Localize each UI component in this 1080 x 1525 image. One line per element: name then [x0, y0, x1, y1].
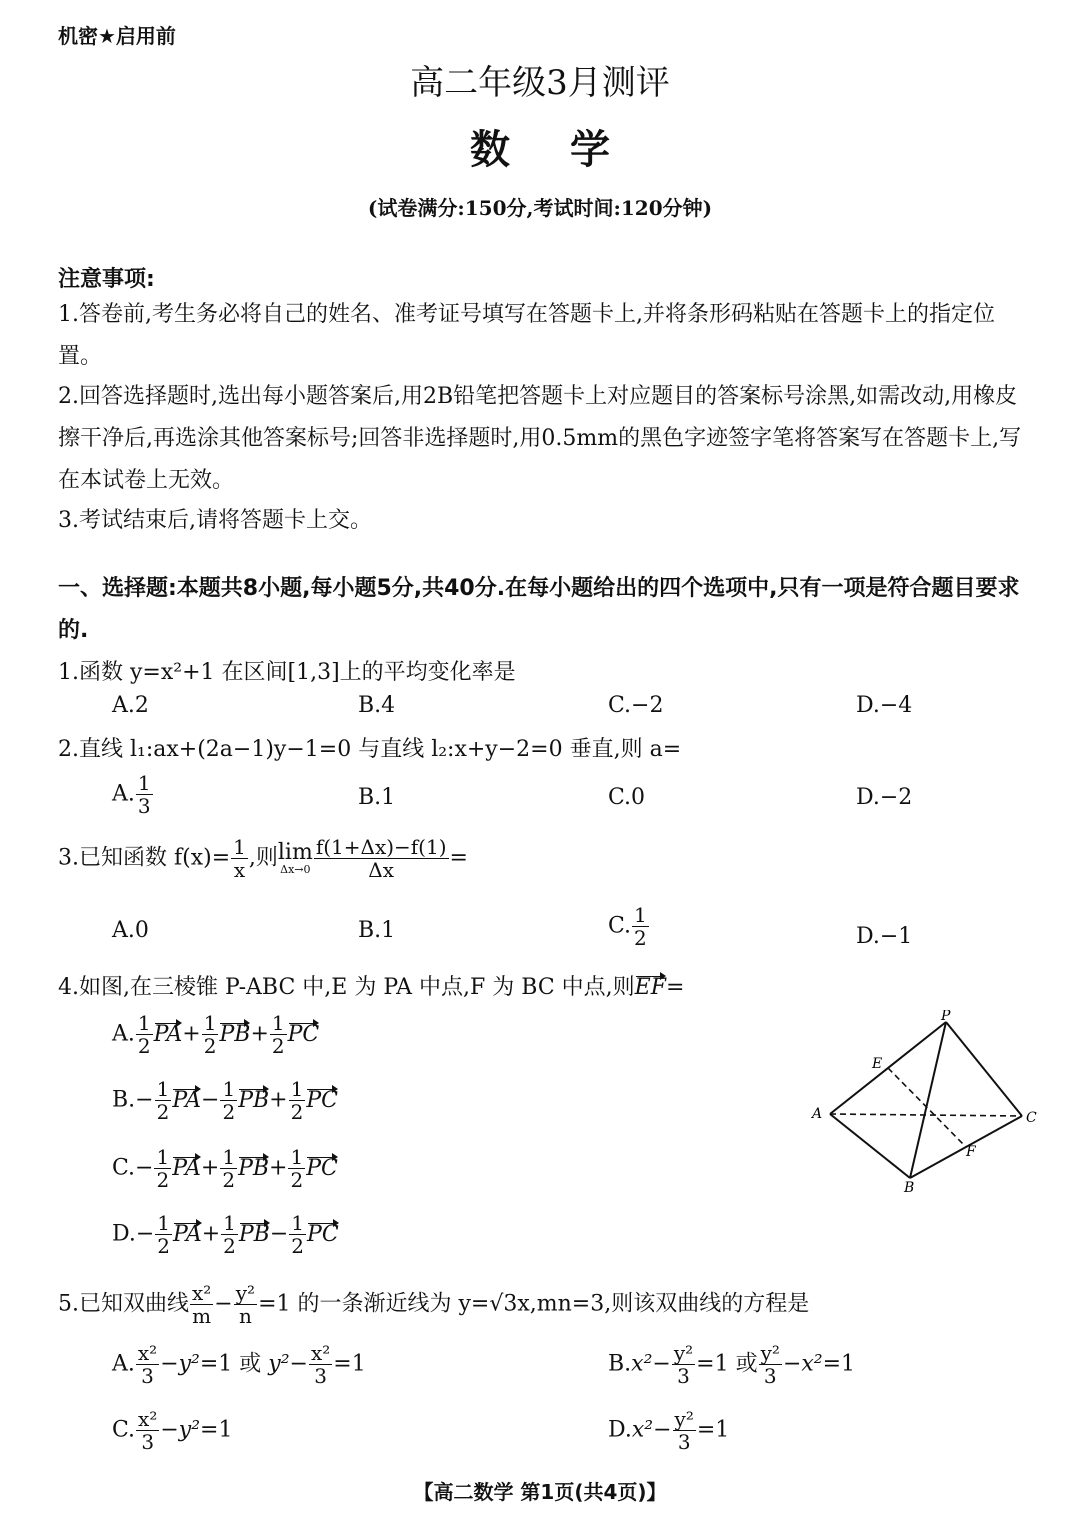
- q5-option-c: C. $\frac{\text{x²}}{3}$ −y²=1: [112, 1407, 233, 1454]
- q3-c-label: C.: [608, 913, 632, 939]
- q5-fx-num: x²: [192, 1281, 212, 1305]
- q5-c-y2: y²: [178, 1417, 201, 1443]
- q5-b-f1-den: 3: [677, 1364, 690, 1388]
- q1-option-d: D.−4: [856, 693, 913, 718]
- q5-a-y2: y²: [178, 1351, 200, 1377]
- question-2-stem: 2.直线 l₁:ax+(2a−1)y−1=0 与直线 l₂:x+y−2=0 垂直,则 a=: [58, 737, 682, 762]
- q5-a-f1-den: 3: [141, 1364, 154, 1388]
- q4-a-vec-pc: PC: [287, 1021, 320, 1047]
- label-e: E: [872, 1056, 883, 1072]
- q4-c-frac-2-num: 1: [222, 1145, 236, 1169]
- segment-ef-hidden: [888, 1068, 966, 1147]
- q3-c-fraction: [632, 904, 649, 949]
- score-info: (试卷满分:150分,考试时间:120分钟): [367, 196, 713, 220]
- q3-limit: [278, 842, 313, 875]
- q5-stem-mid: =1 的一条渐近线为 y=√3x,mn=3,则该双曲线的方程是: [258, 1291, 810, 1317]
- q4-d-frac-1-den: 2: [157, 1234, 171, 1258]
- q4-d-frac-1: [155, 1212, 172, 1257]
- q4-d-vec-pb: PB: [238, 1221, 270, 1247]
- q4-option-b: B.− $\frac{1}{2}$ PA− $\frac{1}{2}$ PB+ $\frac{1}{2}$ PC: [112, 1077, 338, 1124]
- q1-option-a: A.2: [112, 693, 149, 718]
- question-3-stem: [58, 836, 468, 881]
- page-footer: 【高二数学 第1页(共4页)】: [413, 1480, 667, 1504]
- q3-lim-sub: Δx→0: [280, 863, 311, 876]
- q5-a-y2-b: y²: [268, 1351, 290, 1377]
- q2-option-d: D.−2: [856, 785, 913, 810]
- q5-b-frac-2: [759, 1342, 782, 1387]
- q3-stem-mid: ,则: [248, 845, 278, 871]
- q5-b-label: B.: [608, 1351, 632, 1377]
- q5-d-frac: [673, 1408, 696, 1453]
- q3-l-num: f(1+Δx)−f(1): [315, 835, 447, 859]
- label-c: C: [1026, 1110, 1037, 1126]
- label-f: F: [966, 1144, 976, 1160]
- notes-heading: 注意事项:: [58, 267, 155, 292]
- q4-b-frac-3-num: 1: [290, 1077, 304, 1101]
- q5-fx-den: m: [192, 1304, 212, 1328]
- edge-pc: [946, 1022, 1022, 1116]
- q4-b-frac-2-den: 2: [222, 1100, 236, 1124]
- q5-c-label: C.: [112, 1417, 136, 1443]
- q4-c-vec-pb: PB: [238, 1155, 270, 1181]
- subject-title: 数学: [470, 127, 670, 173]
- q3-option-b: B.1: [358, 918, 396, 943]
- q4-option-c: C.− $\frac{1}{2}$ PA+ $\frac{1}{2}$ PB+ $\frac{1}{2}$ PC: [112, 1145, 338, 1192]
- note-item-1: 1.答卷前,考生务必将自己的姓名、准考证号填写在答题卡上,并将条形码粘贴在答题卡上的指定位置。: [58, 302, 995, 369]
- q3-option-c: [608, 904, 650, 949]
- q5-d-x2: x²: [631, 1417, 654, 1443]
- q4-c-frac-3-den: 2: [290, 1168, 304, 1192]
- q5-fy-num: y²: [235, 1281, 256, 1305]
- label-b: B: [904, 1180, 915, 1195]
- q4-d-label: D.: [112, 1221, 136, 1247]
- q4-b-vec-pa: PA: [172, 1087, 202, 1113]
- q4-d-frac-2-num: 1: [223, 1211, 236, 1235]
- q5-minus: −: [214, 1291, 233, 1317]
- question-1-stem: 1.函数 y=x²+1 在区间[1,3]上的平均变化率是: [58, 660, 516, 685]
- q3-stem-pre: 3.已知函数 f(x)=: [58, 845, 231, 871]
- q5-option-a: A. $\frac{\text{x²}}{3}$ −y²=1 或 y²− $\frac{\text{x²}}{3}$ =1: [112, 1341, 366, 1388]
- q5-a-f2-den: 3: [314, 1364, 327, 1388]
- q5-a-frac-2: [309, 1342, 332, 1387]
- q5-a-label: A.: [112, 1351, 135, 1377]
- q3-f-den: x: [233, 858, 246, 882]
- q5-frac-x-m: [190, 1282, 213, 1327]
- q4-b-frac-1: [155, 1078, 172, 1123]
- q4-d-frac-3: [289, 1212, 306, 1257]
- q4-c-vec-pa: PA: [172, 1155, 201, 1181]
- q3-option-d: D.−1: [856, 924, 913, 949]
- q4-d-frac-2: [221, 1212, 238, 1257]
- label-p: P: [941, 1010, 951, 1024]
- q4-a-frac-2-den: 2: [203, 1034, 217, 1058]
- q3-f-num: 1: [233, 835, 246, 859]
- q4-vector-ef: EF: [634, 975, 666, 1000]
- q4-c-frac-1-den: 2: [156, 1168, 170, 1192]
- q4-d-frac-1-num: 1: [157, 1211, 171, 1235]
- q3-c-den: 2: [634, 926, 647, 950]
- q5-a-f1-num: x²: [137, 1341, 158, 1365]
- q4-a-frac-2-num: 1: [203, 1011, 217, 1035]
- q4-option-a: A. $\frac{1}{2}$ PA+ $\frac{1}{2}$ PB+ $\frac{1}{2}$ PC: [112, 1011, 320, 1058]
- q5-b-x2-b: x²: [801, 1351, 823, 1377]
- q4-c-frac-2: [220, 1146, 237, 1191]
- q2-option-b: B.1: [358, 785, 396, 810]
- q5-a-f2-num: x²: [310, 1341, 331, 1365]
- q5-d-f-num: y²: [674, 1407, 694, 1431]
- q4-a-vec-pa: PA: [153, 1021, 183, 1047]
- q4-b-frac-1-den: 2: [156, 1100, 170, 1124]
- q5-option-d: D.x²− $\frac{\text{y²}}{3}$ =1: [608, 1407, 730, 1454]
- q4-d-frac-3-den: 2: [291, 1234, 305, 1258]
- q5-b-f1-num: y²: [673, 1341, 694, 1365]
- q4-a-frac-1-den: 2: [137, 1034, 151, 1058]
- note-item-2: 2.回答选择题时,选出每小题答案后,用2B铅笔把答题卡上对应题目的答案标号涂黑,如需改动,用橡皮擦干净后,再选涂其他答案标号;回答非选择题时,用0.5mm的黑色字迹签字笔将答案写在答题卡上,写在本试卷上无效。: [58, 384, 1022, 493]
- q3-c-num: 1: [634, 903, 647, 927]
- q2-a-label: A.: [112, 781, 135, 807]
- q4-option-d: D.− $\frac{1}{2}$ PA+ $\frac{1}{2}$ PB− $\frac{1}{2}$ PC: [112, 1211, 339, 1258]
- q4-c-vec-pc: PC: [306, 1155, 338, 1181]
- q5-option-b: B.x²− $\frac{\text{y²}}{3}$ =1 或 $\frac{\text{y²}}{3}$ −x²=1: [608, 1341, 856, 1388]
- q4-a-frac-1: [136, 1012, 153, 1057]
- q3-lim: lim: [277, 840, 313, 865]
- q4-c-frac-1: [154, 1146, 171, 1191]
- q5-b-frac-1: [672, 1342, 695, 1387]
- q5-frac-y-n: [234, 1282, 257, 1327]
- q4-a-frac-3-num: 1: [271, 1011, 285, 1035]
- q5-b-f2-num: y²: [760, 1341, 780, 1365]
- q4-stem-text: 4.如图,在三棱锥 P-ABC 中,E 为 PA 中点,F 为 BC 中点,则: [58, 975, 635, 1000]
- edge-ac-hidden: [830, 1114, 1022, 1116]
- q4-b-vec-pc: PC: [306, 1087, 338, 1113]
- q3-function-fraction: [231, 836, 248, 881]
- q4-a-frac-1-num: 1: [137, 1011, 151, 1035]
- tetrahedron-figure: [800, 1010, 1050, 1195]
- section-heading: 一、选择题:本题共8小题,每小题5分,共40分.在每小题给出的四个选项中,只有一项是符合题目要求的.: [58, 576, 1020, 643]
- q5-b-x2: x²: [631, 1351, 653, 1377]
- q4-b-frac-3-den: 2: [290, 1100, 304, 1124]
- edge-ab: [830, 1114, 910, 1178]
- q2-a-num: 1: [137, 771, 151, 795]
- question-5-stem: [58, 1282, 809, 1327]
- q5-b-f2-den: 3: [763, 1364, 777, 1388]
- q5-stem-pre: 5.已知双曲线: [58, 1291, 189, 1317]
- q5-c-f-den: 3: [141, 1430, 155, 1454]
- q4-b-frac-2-num: 1: [222, 1077, 236, 1101]
- q1-option-c: C.−2: [608, 693, 664, 718]
- q2-a-den: 3: [137, 794, 151, 818]
- q4-c-frac-2-den: 2: [222, 1168, 236, 1192]
- q5-d-f-den: 3: [677, 1430, 691, 1454]
- q4-a-frac-2: [202, 1012, 219, 1057]
- q4-d-vec-pc: PC: [307, 1221, 339, 1247]
- q5-c-frac: [136, 1408, 159, 1453]
- q4-stem-end: =: [665, 975, 685, 1000]
- q4-d-frac-3-num: 1: [291, 1211, 305, 1235]
- q3-limit-fraction: [314, 836, 449, 881]
- q4-c-label: C.: [112, 1155, 136, 1181]
- q4-b-label: B.: [112, 1087, 136, 1113]
- q4-c-frac-1-num: 1: [156, 1145, 170, 1169]
- q4-d-frac-2-den: 2: [223, 1234, 236, 1258]
- question-4-stem: [58, 970, 684, 1001]
- q4-b-frac-1-num: 1: [156, 1077, 170, 1101]
- q4-d-vec-pa: PA: [173, 1221, 202, 1247]
- q5-fy-den: n: [238, 1304, 252, 1328]
- q2-option-c: C.0: [608, 785, 646, 810]
- exam-title: 高二年级3月测评: [410, 63, 670, 103]
- q1-option-b: B.4: [358, 693, 396, 718]
- q5-a-frac-1: [136, 1342, 159, 1387]
- note-item-3: 3.考试结束后,请将答题卡上交。: [58, 508, 372, 533]
- q5-c-f-num: x²: [138, 1407, 158, 1431]
- q4-c-frac-3-num: 1: [290, 1145, 304, 1169]
- q4-a-frac-3: [270, 1012, 287, 1057]
- q5-d-label: D.: [608, 1417, 632, 1443]
- q4-a-vec-pb: PB: [219, 1021, 251, 1047]
- q4-b-vec-pb: PB: [238, 1087, 270, 1113]
- q4-a-label: A.: [112, 1021, 135, 1047]
- q4-c-frac-3: [288, 1146, 305, 1191]
- q4-a-frac-3-den: 2: [271, 1034, 285, 1058]
- q3-stem-end: =: [449, 845, 468, 871]
- q2-a-fraction: [136, 772, 153, 817]
- q4-b-frac-2: [220, 1078, 237, 1123]
- q4-b-frac-3: [289, 1078, 306, 1123]
- q3-option-a: A.0: [112, 918, 149, 943]
- q2-option-a: [112, 772, 154, 817]
- label-a: A: [812, 1106, 823, 1122]
- confidential-mark: 机密★启用前: [58, 24, 176, 48]
- q3-l-den: Δx: [368, 858, 395, 882]
